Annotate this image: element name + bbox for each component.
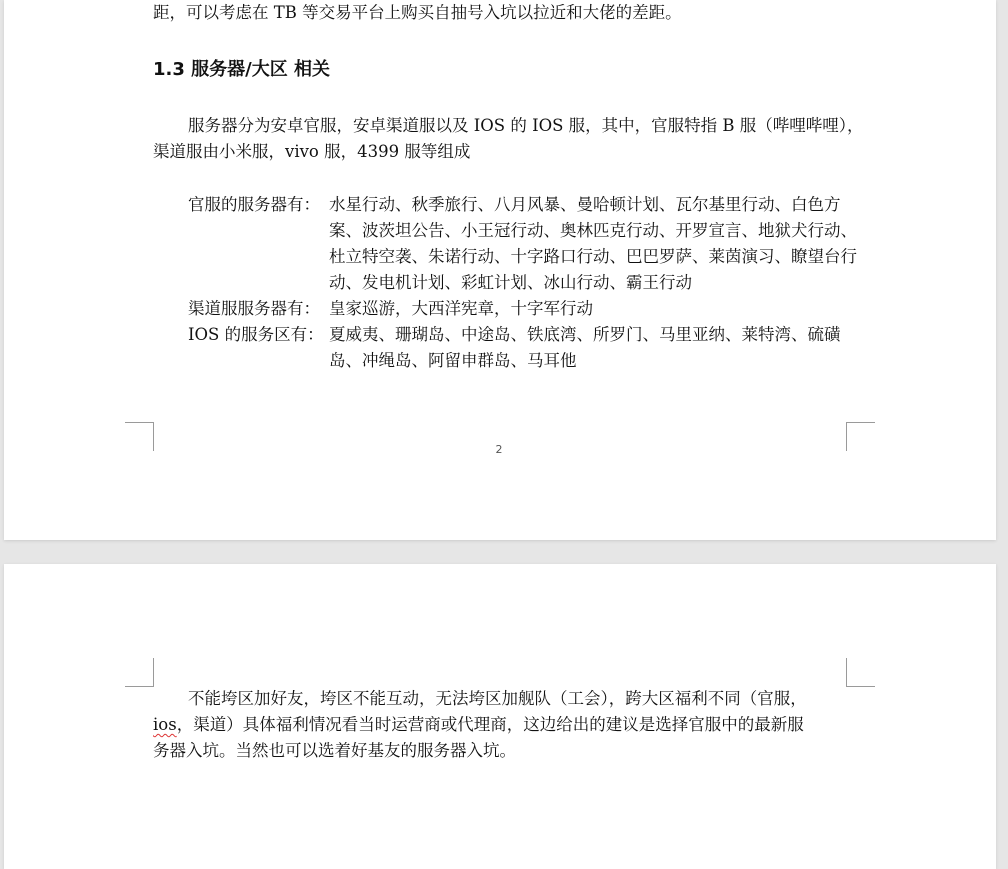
list-item — [188, 322, 858, 374]
list-item-label: 渠道服服务器有： — [188, 299, 320, 318]
list-item-label: 官服的服务器有： — [188, 195, 320, 214]
page-number: 2 — [495, 443, 503, 456]
body-text-line: 不能垮区加好友，垮区不能互动，无法垮区加舰队（工会），跨大区福利不同（官服， — [188, 689, 807, 708]
crop-mark — [125, 422, 154, 451]
document-page-2 — [4, 0, 996, 540]
server-list — [188, 192, 858, 374]
body-text-line: 务器入坑。当然也可以选着好基友的服务器入坑。 — [153, 741, 516, 760]
list-item — [188, 296, 858, 322]
body-text-span: ，渠道）具体福利情况看当时运营商或代理商，这边给出的建议是选择官服中的最新服 — [176, 715, 804, 734]
crop-mark — [125, 658, 154, 687]
list-item-label: IOS 的服务区有： — [188, 325, 324, 344]
spellcheck-word: ios — [153, 715, 177, 734]
list-item — [188, 192, 858, 296]
list-item-value: 水星行动、秋季旅行、八月风暴、曼哈顿计划、瓦尔基里行动、白色方案、波茨坦公告、小王冠行动、奥林匹克行动、开罗宣言、地狱犬行动、杜立特空袭、朱诺行动、十字路口行动、巴巴罗萨、莱茵演习、瞭望台行动、发电机计划、彩虹计划、冰山行动、霸王行动 — [329, 195, 857, 292]
list-item-value: 皇家巡游，大西洋宪章，十字军行动 — [329, 299, 593, 318]
body-text-line: 渠道服由小米服，vivo 服，4399 服等组成 — [153, 142, 471, 161]
body-text-line: 距，可以考虑在 TB 等交易平台上购买自抽号入坑以拉近和大佬的差距。 — [153, 3, 682, 22]
body-text-line: 服务器分为安卓官服，安卓渠道服以及 IOS 的 IOS 服，其中，官服特指 B 服（哔哩哔哩）， — [188, 116, 864, 135]
crop-mark — [846, 658, 875, 687]
crop-mark — [846, 422, 875, 451]
list-item-value: 夏威夷、珊瑚岛、中途岛、铁底湾、所罗门、马里亚纳、莱特湾、硫磺岛、冲绳岛、阿留申群岛、马耳他 — [329, 325, 841, 370]
body-text-line — [153, 712, 847, 738]
document-page-3 — [4, 564, 996, 869]
section-heading: 1.3 服务器/大区 相关 — [153, 59, 330, 80]
